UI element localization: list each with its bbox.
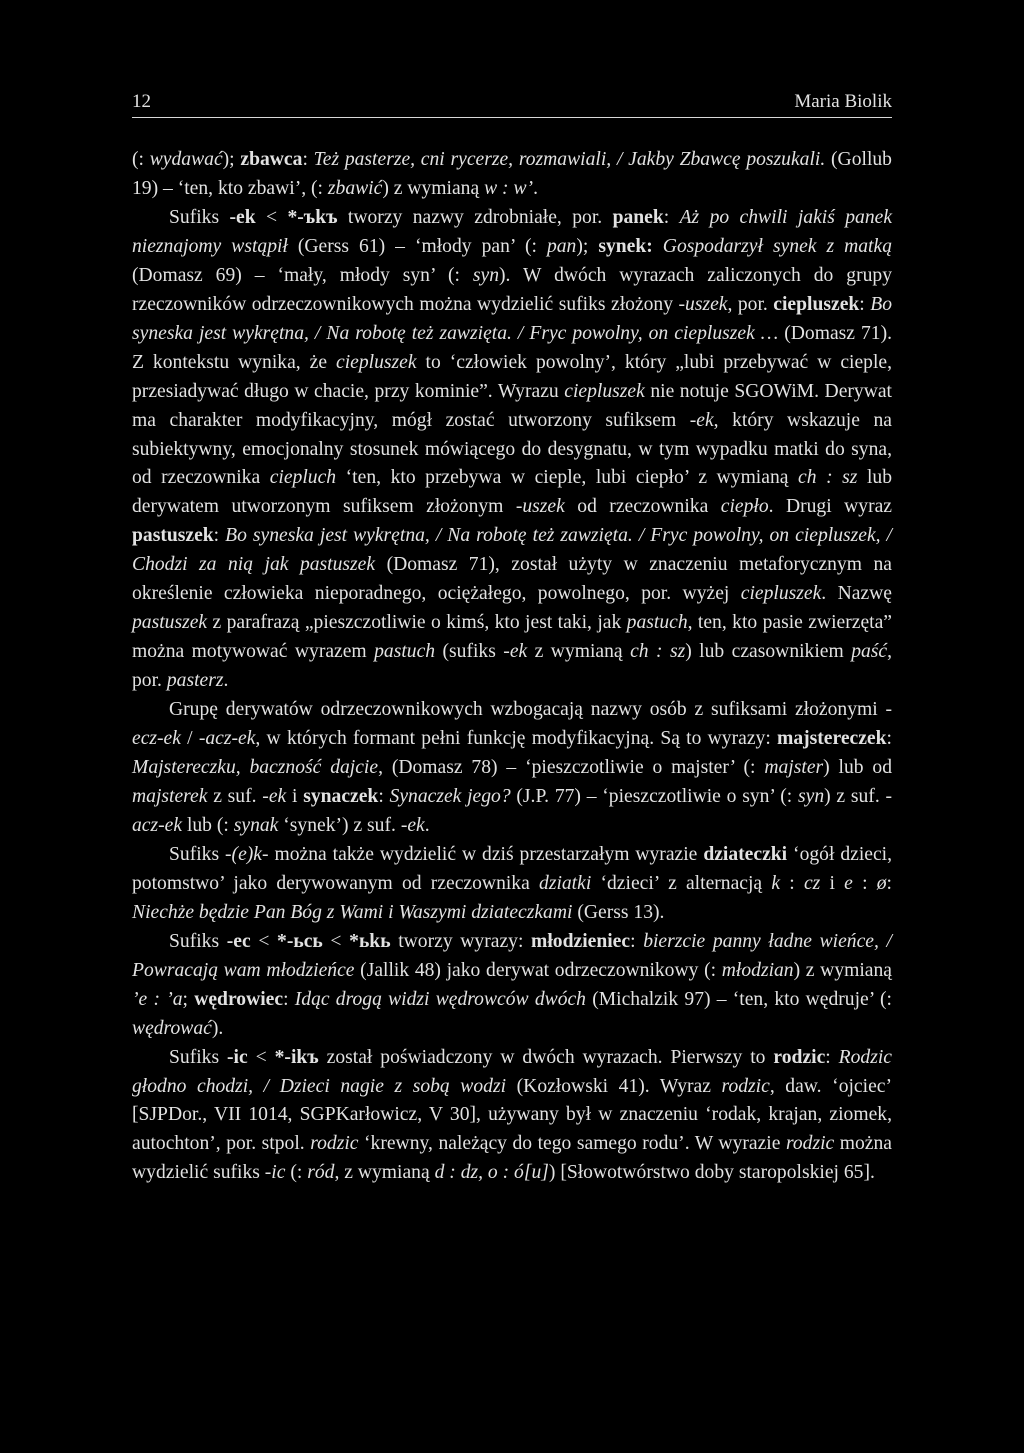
text-run: /: [180, 728, 199, 750]
text-run: <: [322, 930, 350, 952]
italic-citation: Gospodarzył synek z matką: [662, 235, 892, 257]
text-run: , (Domasz 78) – ‘pieszczotliwie o majster’ (:: [378, 757, 765, 779]
text-run: , ten, kto pasie zwierzęta” można motywować wyrazem: [132, 612, 892, 663]
text-run: (Domasz 71). Z kontekstu wynika, że: [132, 322, 893, 373]
text-run: ) z wymianą: [793, 959, 892, 981]
bold-term: *-ьcь: [277, 930, 323, 952]
italic-citation: k: [771, 872, 781, 894]
italic-citation: -acz-ek: [198, 728, 256, 750]
italic-citation: pasterz: [166, 670, 224, 692]
body-text: [132, 146, 892, 1188]
text-run: z parafrazą „pieszczotliwie o kimś, kto jest taki, jak: [207, 612, 627, 634]
text-run: . Nazwę: [821, 583, 892, 605]
running-header: [132, 89, 892, 118]
italic-citation: majster: [764, 757, 824, 779]
text-run: ) [Słowotwórstwo doby staropolskiej 65].: [548, 1162, 875, 1184]
italic-citation: ciepluszek: [564, 380, 645, 402]
text-run: . Drugi wyraz: [768, 496, 892, 518]
italic-citation: majsterek: [132, 785, 208, 807]
text-run: ) lub czasownikiem: [685, 641, 852, 663]
text-run: i: [820, 872, 845, 894]
paragraph: [132, 928, 892, 1044]
text-run: ) z suf.: [824, 785, 886, 807]
text-run: .: [533, 177, 538, 199]
text-run: ‘ogół dzieci, potomstwo’ jako derywowanym od rzeczownika: [132, 843, 893, 894]
italic-citation: ciepluch: [269, 467, 337, 489]
text-run: ).: [211, 1017, 224, 1039]
text-run: z wymianą: [527, 641, 631, 663]
italic-citation: Rodzic głodno chodzi, / Dzieci nagie z sobą wodzi: [132, 1046, 892, 1097]
italic-citation: syn: [798, 785, 825, 807]
text-run: , daw. ‘ojciec’ [SJPDor., VII 1014, SGPKarłowicz, V 30], używany był w znaczeniu ‘rodak, krajan, ziomek, autochton’, por. stpol.: [132, 1075, 892, 1155]
italic-citation: rodzic: [785, 1133, 835, 1155]
paragraph: [132, 696, 892, 841]
bold-term: synaczek: [303, 785, 379, 807]
text-run: , który wskazuje na subiektywny, emocjonalny stosunek mówiącego do desygnatu, w tym wypadku matki do syna, od rzeczownika: [132, 409, 892, 489]
italic-citation: pastuch: [374, 641, 436, 663]
bold-term: -ek: [229, 206, 256, 228]
bold-term: -ec: [226, 930, 251, 952]
text-run: );: [222, 149, 241, 170]
text-run: <: [255, 206, 288, 228]
text-run: :: [780, 872, 804, 894]
text-run: ) lub od: [823, 757, 893, 779]
bold-term: *-ъkъ: [287, 206, 338, 228]
text-run: [653, 236, 663, 257]
bold-term: dziateczki: [703, 843, 788, 865]
italic-citation: wędrować: [132, 1017, 212, 1039]
text-run: ‘krewny, należący do tego samego rodu’. W wyrazie: [358, 1133, 786, 1155]
bold-term: panek: [612, 206, 664, 228]
bold-term: -ic: [227, 1046, 248, 1068]
italic-citation: ø: [876, 872, 887, 894]
text-run: .: [223, 670, 229, 692]
italic-citation: w : w’: [484, 177, 534, 199]
text-run: tworzy wyrazy:: [390, 930, 532, 952]
bold-term: pastuszek: [132, 525, 214, 547]
text-run: :: [378, 785, 390, 807]
text-run: :: [283, 988, 295, 1010]
italic-citation: -ek: [689, 409, 714, 431]
italic-citation: ciepluszek: [336, 351, 417, 373]
text-run: (Gollub 19) – ‘ten, kto zbawi’, (:: [132, 149, 892, 199]
italic-citation: -ek: [503, 641, 528, 663]
italic-citation: bierzcie panny ładne wieńce, / Powracają wam młodzieńce: [132, 930, 892, 981]
italic-citation: -uszek: [515, 496, 565, 518]
italic-citation: Majstereczku, baczność dajcie: [132, 757, 379, 779]
text-run: :: [663, 206, 680, 228]
text-run: ‘dzieci’ z alternacją: [591, 872, 772, 894]
text-run: (Kozłowski 41). Wyraz: [506, 1075, 722, 1097]
italic-citation: Bo syneska jest wykrętna, / Na robotę też zawzięta. / Fryc powolny, on ciepluszek, / Chodzi za nią jak pastuszek: [132, 525, 892, 576]
bold-term: zbawca: [240, 149, 303, 170]
italic-citation: ch : sz: [798, 467, 858, 489]
text-run: tworzy nazwy zdrobniałe, por.: [337, 206, 613, 228]
text-run: );: [576, 235, 599, 257]
text-run: od rzeczownika: [564, 496, 721, 518]
text-run: z suf.: [207, 785, 263, 807]
italic-citation: Niechże będzie Pan Bóg z Wami i Waszymi dziateczkami: [132, 901, 573, 923]
paragraph: [132, 146, 892, 204]
text-run: ‘synek’) z suf.: [278, 814, 401, 836]
text-run: został poświadczony w dwóch wyrazach. Pierwszy to: [318, 1046, 774, 1068]
italic-citation: paść: [851, 641, 888, 663]
italic-citation: syn: [472, 264, 499, 286]
text-run: i: [286, 785, 304, 807]
bold-term: *ьkь: [349, 930, 391, 952]
text-run: , w których formant pełni funkcję modyfikacyjną. Są to wyrazy:: [255, 728, 777, 750]
bold-term: rodzic: [773, 1046, 826, 1068]
bold-term: wędrowiec: [194, 988, 284, 1010]
italic-citation: ciepluszek: [740, 583, 822, 605]
text-run: można wydzielić sufiks: [132, 1133, 892, 1184]
italic-citation: zbawić: [327, 177, 383, 199]
page-number: 12: [132, 91, 151, 112]
text-run: .: [424, 814, 430, 836]
text-run: :: [302, 149, 314, 170]
text-run: :: [859, 293, 871, 315]
text-run: Sufiks: [169, 843, 226, 865]
italic-citation: młodzian: [721, 959, 794, 981]
bold-term: synek:: [598, 235, 653, 257]
text-run: Sufiks: [169, 930, 227, 952]
text-run: ). W dwóch wyrazach zaliczonych do grupy rzeczowników odrzeczownikowych można wydzielić sufiks złożony: [132, 264, 892, 315]
text-run: ;: [182, 988, 195, 1010]
paragraph: [132, 841, 892, 928]
text-run: można także wydzielić w dziś przestarzałym wyrazie: [268, 843, 704, 865]
bold-term: majstereczek: [777, 728, 887, 750]
bold-term: *-ikъ: [274, 1046, 319, 1068]
italic-citation: pastuszek: [132, 612, 208, 634]
text-run: Sufiks: [169, 206, 230, 228]
bold-term: ciepluszek: [773, 293, 860, 315]
italic-citation: rodzic: [310, 1133, 359, 1155]
italic-citation: synak: [233, 814, 279, 836]
italic-citation: dziatki: [539, 872, 592, 894]
paragraph: [132, 204, 892, 696]
italic-citation: -uszek: [678, 293, 728, 315]
italic-citation: ciepło: [720, 496, 769, 518]
text-run: to ‘człowiek powolny’, który „lubi przebywać w cieple, przesiadywać długo w chacie, przy kominie”. Wyrazu: [132, 351, 892, 402]
italic-citation: Idąc drogą widzi wędrowców dwóch: [294, 988, 586, 1010]
italic-citation: -(e)k-: [225, 843, 269, 865]
italic-citation: ch : sz: [630, 641, 686, 663]
text-run: ) z wymianą: [382, 177, 485, 199]
text-run: <: [250, 930, 278, 952]
text-run: :: [825, 1046, 839, 1068]
italic-citation: Bo syneska jest wykrętna, / Na robotę też zawzięta. / Fryc powolny, on ciepluszek …: [132, 293, 892, 344]
italic-citation: pan: [546, 235, 577, 257]
italic-citation: -ek: [262, 785, 287, 807]
italic-citation: ród: [307, 1162, 335, 1184]
italic-citation: pastuch: [626, 612, 688, 634]
italic-citation: rodzic: [721, 1075, 770, 1097]
text-run: Sufiks: [169, 1046, 228, 1068]
italic-citation: -acz-ek: [132, 785, 893, 836]
text-run: :: [630, 930, 644, 952]
text-run: (sufiks: [435, 641, 504, 663]
text-run: (Domasz 69) – ‘mały, młody syn’ (:: [132, 264, 473, 286]
text-run: Grupę derywatów odrzeczownikowych wzbogacają nazwy osób z sufiksami złożonymi: [169, 699, 886, 721]
text-run: <: [247, 1046, 275, 1068]
italic-citation: Też pasterze, cni rycerze, rozmawiali, / Jakby Zbawcę poszukali.: [313, 149, 826, 170]
text-run: (:: [132, 149, 150, 170]
text-run: (Michalzik 97) – ‘ten, kto wędruje’ (:: [585, 988, 892, 1010]
italic-citation: cz: [803, 872, 821, 894]
text-run: (:: [285, 1162, 308, 1184]
italic-citation: Aż po chwili jakiś panek nieznajomy wstąpił: [132, 206, 893, 257]
text-run: (Gerss 13).: [572, 901, 665, 923]
text-run: :: [213, 525, 226, 547]
text-run: lub derywatem utworzonym sufiksem złożonym: [132, 467, 893, 518]
italic-citation: -ic: [264, 1162, 286, 1184]
text-run: :: [886, 872, 892, 894]
text-run: nie notuje SGOWiM. Derywat ma charakter modyfikacyjny, mógł zostać utworzony sufiksem: [132, 380, 893, 431]
italic-citation: e: [844, 872, 853, 894]
text-run: (Gerss 61) – ‘młody pan’ (:: [287, 235, 547, 257]
paragraph: [132, 1044, 892, 1189]
text-run: (J.P. 77) – ‘pieszczotliwie o syn’ (:: [510, 785, 798, 807]
text-run: :: [852, 872, 877, 894]
italic-citation: -ek: [400, 814, 425, 836]
text-run: ‘ten, kto przebywa w cieple, lubi ciepło’ z wymianą: [336, 467, 799, 489]
italic-citation: d : dz, o : ó[u]: [434, 1162, 549, 1184]
text-run: (Domasz 71), został użyty w znaczeniu metaforycznym na określenie człowieka nieporadnego, ociężałego, powolnego, por. wyżej: [132, 554, 892, 605]
italic-citation: wydawać: [149, 149, 223, 170]
text-run: , por.: [727, 293, 774, 315]
text-run: :: [886, 728, 892, 750]
text-run: (Jallik 48) jako derywat odrzeczownikowy (:: [354, 959, 722, 981]
text-run: , por.: [132, 641, 893, 692]
italic-citation: -ecz-ek: [132, 699, 892, 750]
bold-term: młodzieniec: [531, 930, 631, 952]
running-head-author: Maria Biolik: [794, 91, 892, 112]
text-run: , z wymianą: [334, 1162, 435, 1184]
italic-citation: ’e : ’a: [132, 988, 183, 1010]
italic-citation: Synaczek jego?: [389, 785, 511, 807]
text-run: lub (:: [182, 814, 234, 836]
